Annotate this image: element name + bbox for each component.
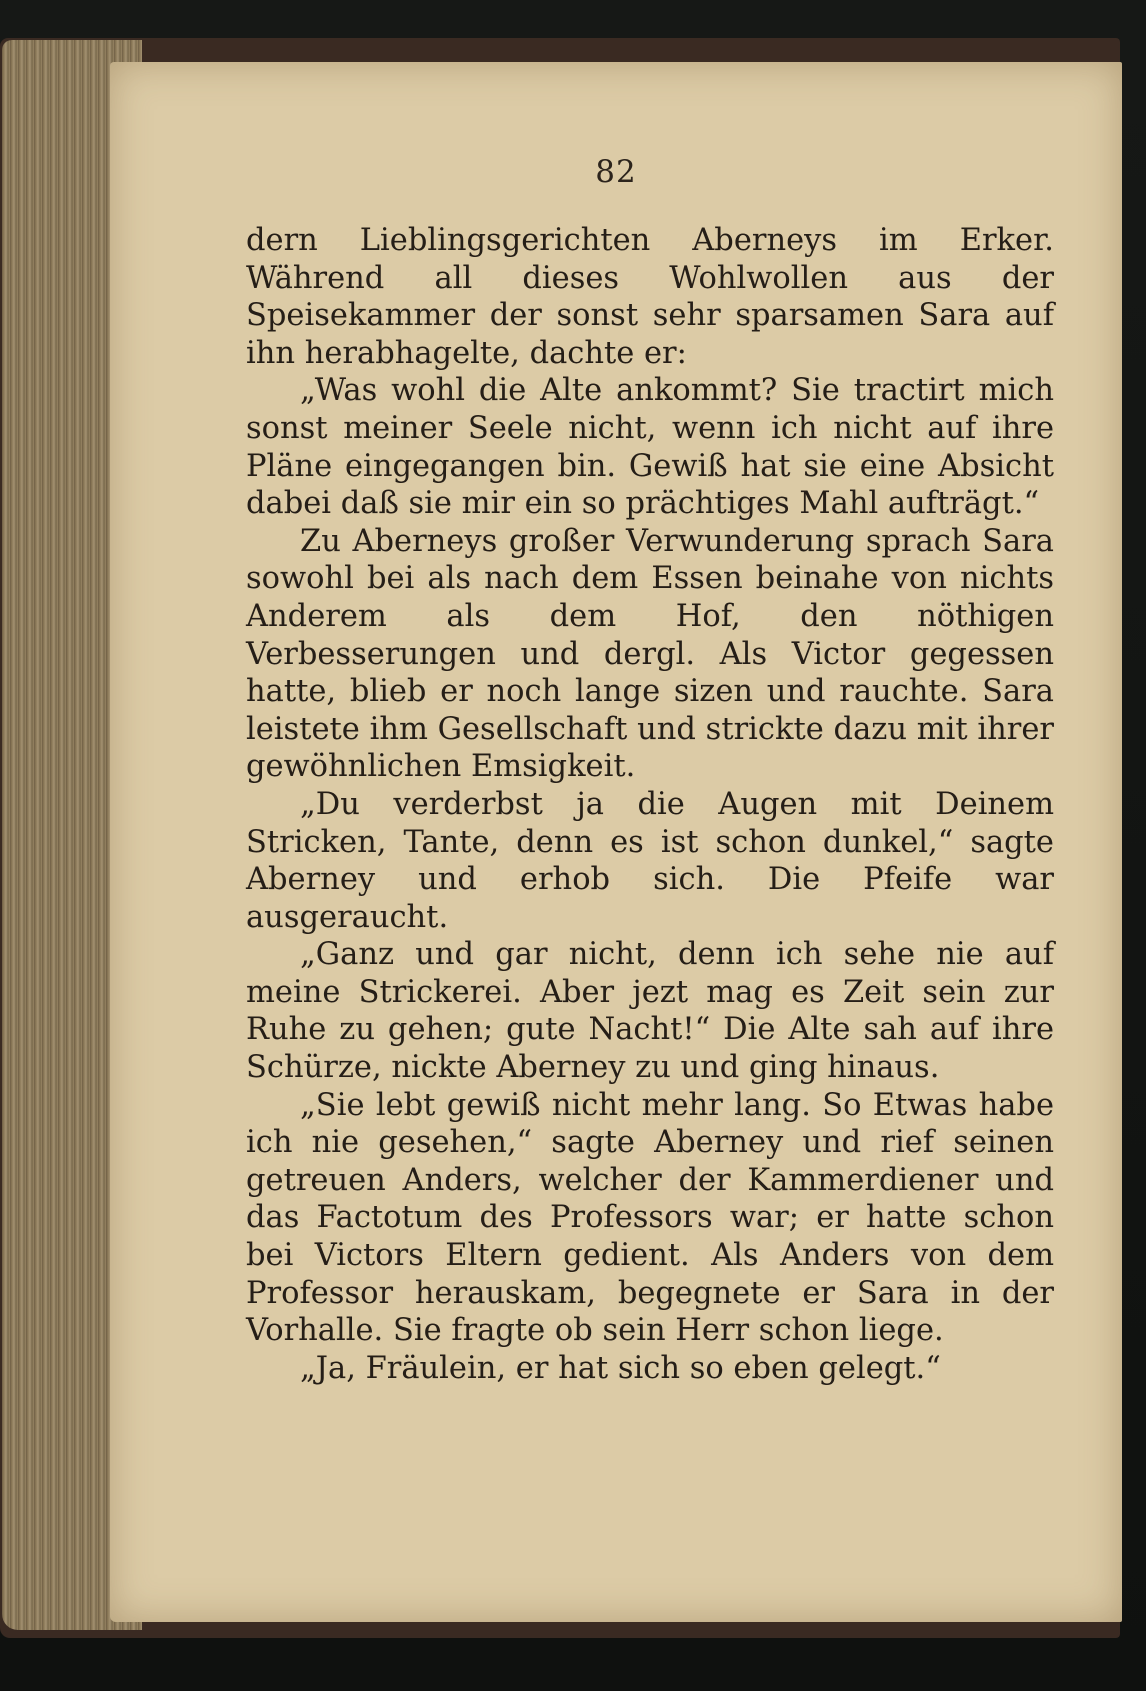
book-page [110, 62, 1122, 1622]
paragraph-2: „Was wohl die Alte ankommt? Sie tractirt mich sonst meiner Seele nicht, wenn ich nicht auf ihre Pläne eingegangen bin. Gewiß hat sie eine Absicht dabei daß sie mir ein so prächtiges Mahl aufträgt.“ [246, 373, 1054, 522]
paragraph-4: „Du verderbst ja die Augen mit Deinem Stricken, Tante, denn es ist schon dunkel,“ sagte Aberney und erhob sich. Die Pfeife war ausgeraucht. [246, 786, 1054, 935]
page-number: 82 [595, 154, 637, 190]
paragraph-5: „Ganz und gar nicht, denn ich sehe nie auf meine Strickerei. Aber jezt mag es Zeit sein zur Ruhe zu gehen; gute Nacht!“ Die Alte sah auf ihre Schürze, nickte Aberney zu und ging hinaus. [246, 937, 1054, 1086]
page-text [246, 222, 1054, 1387]
paragraph-7: „Ja, Fräulein, er hat sich so eben gelegt.“ [300, 1350, 941, 1386]
paragraph-1: dern Lieblingsgerichten Aberneys im Erker. Während all dieses Wohlwollen aus der Speisekammer der sonst sehr sparsamen Sara auf ihn herabhagelte, dachte er: [246, 223, 1054, 371]
paragraph-6: „Sie lebt gewiß nicht mehr lang. So Etwas habe ich nie gesehen,“ sagte Aberney und rief seinen getreuen Anders, welcher der Kammerdiener und das Factotum des Professors war; er hatte schon bei Victors Eltern gedient. Als Anders von dem Professor herauskam, begegnete er Sara in der Vorhalle. Sie fragte ob sein Herr schon liege. [246, 1087, 1054, 1349]
paragraph-3: Zu Aberneys großer Verwunderung sprach Sara sowohl bei als nach dem Essen beinahe von nichts Anderem als dem Hof, den nöthigen Verbesserungen und dergl. Als Victor gegessen hatte, blieb er noch lange sizen und rauchte. Sara leistete ihm Gesellschaft und strickte dazu mit ihrer gewöhnlichen Emsigkeit. [246, 523, 1054, 785]
